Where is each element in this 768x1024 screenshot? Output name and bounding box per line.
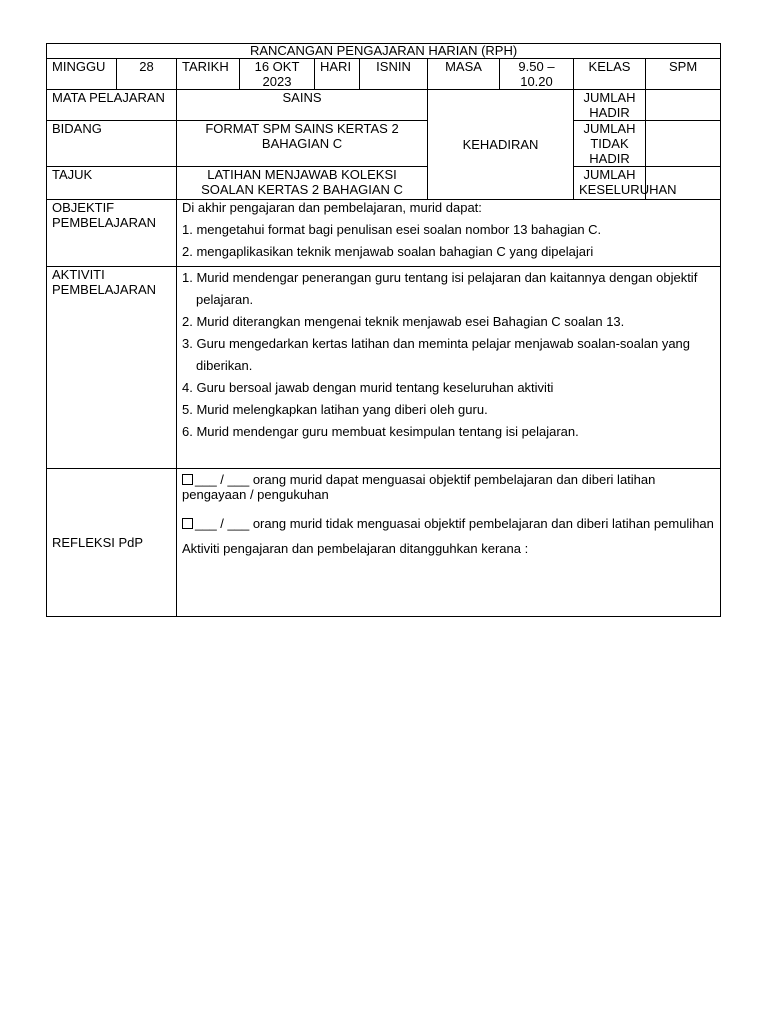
bidang-value: FORMAT SPM SAINS KERTAS 2 BAHAGIAN C	[177, 121, 428, 167]
jumlah-tidak-hadir-label: JUMLAH TIDAK HADIR	[574, 121, 646, 167]
refleksi-line-3: Aktiviti pengajaran dan pembelajaran ditangguhkan kerana :	[182, 541, 529, 556]
checkbox-icon[interactable]	[182, 474, 193, 485]
tajuk-value: LATIHAN MENJAWAB KOLEKSI SOALAN KERTAS 2 BAHAGIAN C	[177, 167, 428, 200]
refleksi-line-2-text: ___ / ___ orang murid tidak menguasai objektif pembelajaran dan diberi latihan pemulihan	[195, 516, 714, 531]
refleksi-label: REFLEKSI PdP	[47, 469, 177, 617]
kelas-value: SPM	[646, 59, 721, 90]
aktiviti-item-2: 2. Murid diterangkan mengenai teknik menjawab esei Bahagian C soalan 13.	[182, 314, 625, 329]
rph-table	[46, 43, 721, 617]
refleksi-line-1	[182, 472, 715, 502]
aktiviti-item-3: 3. Guru mengedarkan kertas latihan dan meminta pelajar menjawab soalan-soalan yang	[182, 336, 691, 351]
aktiviti-item-1-cont: pelajaran.	[196, 292, 254, 307]
masa-label: MASA	[428, 59, 500, 90]
kelas-label: KELAS	[574, 59, 646, 90]
objektif-item-2: 2. mengaplikasikan teknik menjawab soalan bahagian C yang dipelajari	[182, 244, 594, 259]
objektif-item-1: 1. mengetahui format bagi penulisan esei soalan nombor 13 bahagian C.	[182, 222, 602, 237]
jumlah-keseluruhan-label: JUMLAH KESELURUHAN	[574, 167, 646, 200]
hari-label: HARI	[315, 59, 360, 90]
refleksi-line-1-text: ___ / ___ orang murid dapat menguasai objektif pembelajaran dan diberi latihan pengayaan / pengukuhan	[182, 472, 656, 502]
jumlah-tidak-hadir-value[interactable]	[646, 121, 721, 167]
kehadiran-label: KEHADIRAN	[428, 90, 574, 200]
mata-pelajaran-label: MATA PELAJARAN	[47, 90, 177, 121]
aktiviti-item-1: 1. Murid mendengar penerangan guru tentang isi pelajaran dan kaitannya dengan objektif	[182, 270, 698, 285]
objektif-content	[177, 200, 721, 267]
masa-value: 9.50 – 10.20	[500, 59, 574, 90]
document-title: RANCANGAN PENGAJARAN HARIAN (RPH)	[47, 44, 721, 59]
minggu-value: 28	[117, 59, 177, 90]
aktiviti-item-3-cont: diberikan.	[196, 358, 253, 373]
bidang-label: BIDANG	[47, 121, 177, 167]
jumlah-hadir-label: JUMLAH HADIR	[574, 90, 646, 121]
objektif-intro: Di akhir pengajaran dan pembelajaran, murid dapat:	[182, 200, 482, 215]
checkbox-icon[interactable]	[182, 518, 193, 529]
tarikh-label: TARIKH	[177, 59, 240, 90]
minggu-label: MINGGU	[47, 59, 117, 90]
aktiviti-label: AKTIVITI PEMBELAJARAN	[47, 267, 177, 469]
aktiviti-item-5: 5. Murid melengkapkan latihan yang diberi oleh guru.	[182, 402, 488, 417]
hari-value: ISNIN	[360, 59, 428, 90]
aktiviti-item-4: 4. Guru bersoal jawab dengan murid tentang keseluruhan aktiviti	[182, 380, 554, 395]
aktiviti-content	[177, 267, 721, 469]
tarikh-value: 16 OKT 2023	[240, 59, 315, 90]
mata-pelajaran-value: SAINS	[177, 90, 428, 121]
tajuk-label: TAJUK	[47, 167, 177, 200]
refleksi-content	[177, 469, 721, 617]
jumlah-hadir-value[interactable]	[646, 90, 721, 121]
refleksi-line-2	[182, 516, 715, 531]
aktiviti-item-6: 6. Murid mendengar guru membuat kesimpulan tentang isi pelajaran.	[182, 424, 579, 439]
objektif-label: OBJEKTIF PEMBELAJARAN	[47, 200, 177, 267]
